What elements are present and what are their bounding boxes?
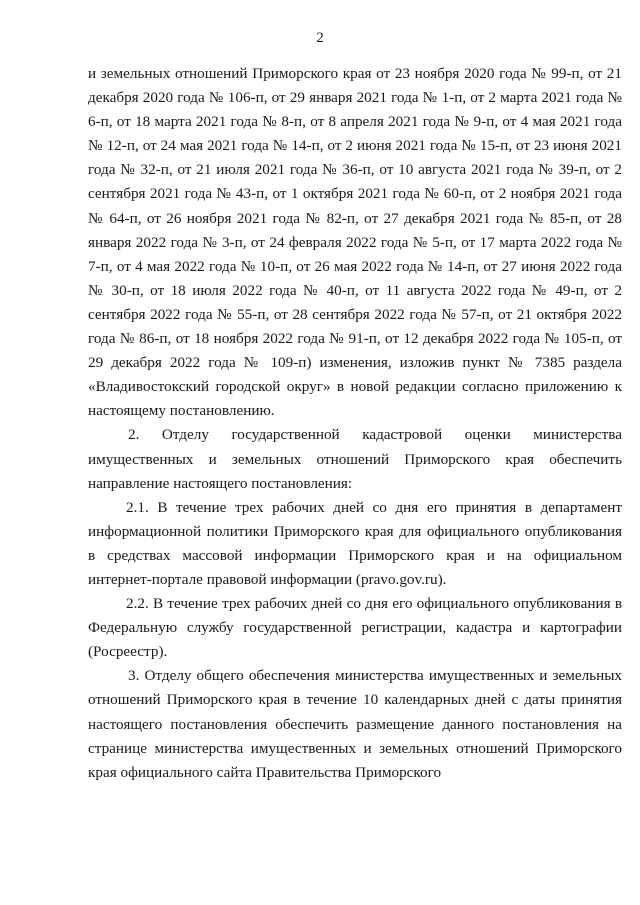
- paragraph-3: 3. Отделу общего обеспечения министерства имущественных и земельных отношений Приморского края в течение 10 календарных дней с даты принятия настоящего постановления обеспечить размещение данного постановления на странице министерства имущественных и земельных отношений Приморского края официального сайта Правительства Приморского: [88, 667, 622, 781]
- page-number: 2: [316, 30, 324, 46]
- paragraph-2-2: 2.2. В течение трех рабочих дней со дня его официального опубликования в Федеральную службу государственной регистрации, кадастра и картографии (Росреестр).: [88, 595, 622, 661]
- paragraph-2: 2. Отделу государственной кадастровой оценки министерства имущественных и земельных отношений Приморского края обеспечить направление настоящего постановления:: [88, 426, 622, 492]
- document-body: [88, 62, 622, 785]
- paragraph-amendments-list: и земельных отношений Приморского края от 23 ноября 2020 года № 99-п, от 21 декабря 2020 года № 106-п, от 29 января 2021 года № 1-п, от 2 марта 2021 года № 6-п, от 18 марта 2021 года № 8-п, от 8 апреля 2021 года № 9-п, от 4 мая 2021 года № 12-п, от 24 мая 2021 года № 14-п, от 2 июня 2021 года № 15-п, от 23 июня 2021 года № 32-п, от 21 июля 2021 года № 36-п, от 10 августа 2021 года № 39-п, от 2 сентября 2021 года № 43-п, от 1 октября 2021 года № 60-п, от 2 ноября 2021 года № 64-п, от 26 ноября 2021 года № 82-п, от 27 декабря 2021 года № 85-п, от 28 января 2022 года № 3-п, от 24 февраля 2022 года № 5-п, от 17 марта 2022 года № 7-п, от 4 мая 2022 года № 10-п, от 26 мая 2022 года № 14-п, от 27 июня 2022 года № 30-п, от 18 июля 2022 года № 40-п, от 11 августа 2022 года № 49-п, от 2 сентября 2022 года № 55-п, от 28 сентября 2022 года № 57-п, от 21 октября 2022 года № 86-п, от 18 ноября 2022 года № 91-п, от 12 декабря 2022 года № 105-п, от 29 декабря 2022 года № 109-п) изменения, изложив пункт № 7385 раздела «Владивостокский городской округ» в новой редакции согласно приложению к настоящему постановлению.: [88, 65, 622, 420]
- paragraph-2-1: 2.1. В течение трех рабочих дней со дня его принятия в департамент информационной политики Приморского края для официального опубликования в средствах массовой информации Приморского края и на официальном интернет-портале правовой информации (pravo.gov.ru).: [88, 498, 622, 588]
